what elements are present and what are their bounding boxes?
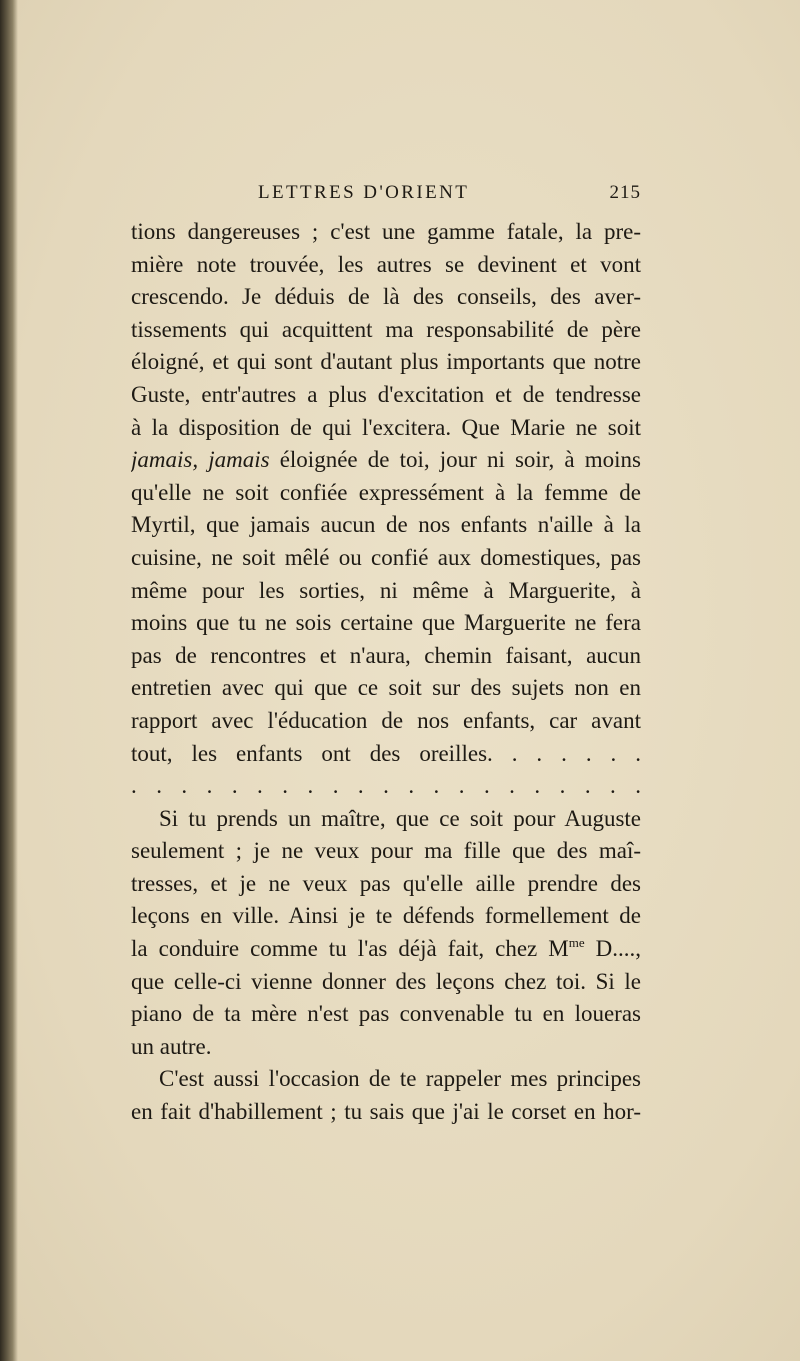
text-line: Guste, entr'autres a plus d'excitation et de tendresse [131,381,641,407]
text-line: mière note trouvée, les autres se devinent et vont [131,251,641,277]
italic-emphasis: jamais, jamais [131,447,270,473]
text-line: tissements qui acquittent ma responsabilité de père [131,316,641,342]
text-line: éloigné, et qui sont d'autant plus importants que notre [131,349,641,375]
text-line: un autre. [131,1033,212,1059]
text-span: D...., [584,936,641,962]
running-title: LETTRES D'ORIENT [258,182,470,203]
page-number: 215 [609,182,641,203]
text-line: qu'elle ne soit confiée expressément à la femme de [131,479,641,505]
text-line: Si tu prends un maître, que ce soit pour Auguste [159,805,641,831]
text-line: même pour les sorties, ni même à Marguerite, à [131,577,641,603]
text-line: cuisine, ne soit mêlé ou confié aux domestiques, pas [131,544,641,570]
text-line: à la disposition de qui l'excitera. Que Marie ne soit [131,414,641,440]
text-line-madame [131,933,641,966]
text-line: que celle-ci vienne donner des leçons chez toi. Si le [131,968,641,994]
text-line: tions dangereuses ; c'est une gamme fatale, la pre- [131,219,641,244]
text-line: piano de ta mère n'est pas convenable tu en loueras [131,1001,641,1027]
text-line: en fait d'habillement ; tu sais que j'ai le corset en hor- [131,1099,641,1125]
body-text [131,216,641,1129]
running-head [131,182,641,210]
page-binding-edge [0,0,18,1361]
text-span: éloignée de toi, jour ni soir, à moins [269,447,641,473]
superscript-me: me [568,935,585,951]
text-line: C'est aussi l'occasion de te rappeler mes principes [159,1066,641,1092]
text-line: moins que tu ne sois certaine que Marguerite ne fera [131,610,641,636]
ellipsis-line: . . . . . . . . . . . . . . . . . . . . . [131,773,641,799]
text-line: seulement ; je ne veux pour ma fille que des maî- [131,838,641,864]
text-line: tresses, et je ne veux pas qu'elle aille prendre des [131,870,641,896]
text-line: crescendo. Je déduis de là des conseils, des aver- [131,284,641,310]
text-line: tout, les enfants ont des oreilles. . . . . . . [131,740,641,766]
text-line: Myrtil, que jamais aucun de nos enfants n'aille à la [131,512,641,538]
text-line: leçons en ville. Ainsi je te défends formellement de [131,903,641,929]
text-line-emphasis [131,444,641,477]
text-line: entretien avec qui que ce soit sur des sujets non en [131,675,641,701]
text-span: la conduire comme tu l'as déjà fait, chez M [131,936,569,962]
text-line: rapport avec l'éducation de nos enfants, car avant [131,707,641,733]
text-line: pas de rencontres et n'aura, chemin faisant, aucun [131,642,641,668]
